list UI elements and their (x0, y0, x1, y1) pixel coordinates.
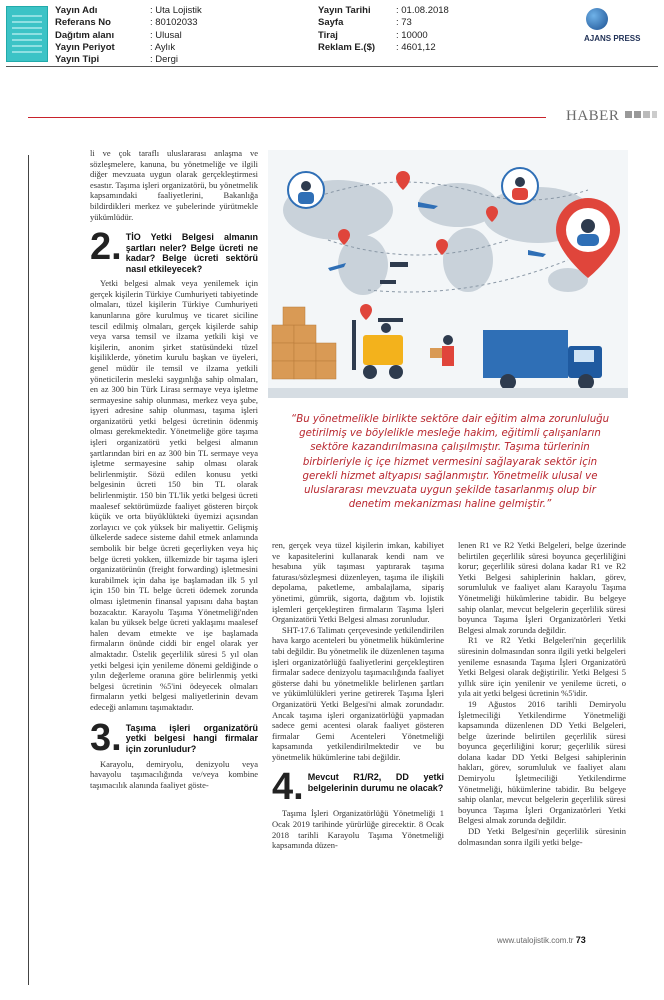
clipping-header (0, 0, 664, 70)
body-paragraph: lenen R1 ve R2 Yetki Belgeleri, belge üzerinde belirtilen geçerlilik süresi boyunca geçerliliğini korur; geçerlilik süresi dolana kadar R1 ve R2 Yetki Belgesi sahiplerinin hakları, görev, sorumluluk ve faaliyet alanı Karayolu Taşıma Yönetmeliği hükümlerine tabidir. Bu belgeye sahip olanlar, mevcut belgelerin geçerlilik süresi boyunca Taşıma İşleri Organizatörleri Yetki Belgesi almak zorunda değildir. (458, 540, 626, 635)
meta-row (318, 5, 449, 17)
meta-row (55, 42, 202, 54)
column-3 (458, 540, 626, 847)
section-title: TİO Yetki Belgesi almanın şartları neler? Belge ücreti ne kadar? Belge ücreti sektörü nasıl etkileyecek? (125, 232, 258, 274)
meta-row (55, 5, 202, 17)
meta-key: Yayın Tipi (55, 54, 100, 66)
pull-quote: “Bu yönetmelikle birlikte sektöre dair eğitim alma zorunluluğu getirilmiş ve böylelikle mesleğe hakim, eğitimli çalışanların sektöre kazandırılmasına çalışılmıştır. Taşıma türlerinin birbirleriyle iç içe hizmet vermesini sağlayarak sektör için gerekli hizmet altyapısı sağlanmıştır. Yönetmelik ulusal ve uluslararası mevzuata uygun şekilde tasarlanmış olup bir denetim mekanizması haline gelmiştir.” (290, 414, 610, 511)
meta-row (55, 17, 202, 29)
meta-key: Yayın Adı (55, 5, 98, 16)
body-paragraph: Taşıma İşleri Organizatörlüğü Yönetmeliği 1 Ocak 2019 tarihinde yürürlüğe girecektir. 8 Ocak 2018 tarihli Karayolu Taşıma Yönetmeliği kapsamında düzen- (272, 808, 444, 851)
meta-key: Sayfa (318, 17, 344, 29)
logistics-illustration (268, 150, 628, 398)
section-number: 2. (90, 226, 122, 269)
section-title: Mevcut R1/R2, DD yetki belgelerinin durumu ne olacak? (307, 772, 444, 793)
section-number: 4. (272, 766, 304, 809)
body-paragraph: li ve çok taraflı uluslararası anlaşma ve sözleşmelere, kanuna, bu yönetmeliğe ve ilgili diğer mevzuata uygun olarak gerçekleştirmesi esastır. Taşıma işleri organizatörü, bu yönetmelik kapsamındaki faaliyetlerini, Bakanlığa bildirdikleri merkez ve şubelerinde yürütmekle yükümlüdür. (90, 148, 258, 222)
body-paragraph: 19 Ağustos 2016 tarihli Demiryolu İşletmeciliği Yetkilendirme Yönetmeliği kapsamında düzenlenen DD Yetki Belgeleri, belge üzerinde belirtilen geçerlilik süresi boyunca geçerliliğini korur; geçerlilik süresi dolana kadar DD Yetki Belgesi sahiplerinin hakları, görev, sorumluluk ve faaliyet alanı Demiryolu İşletmeciliği Yetkilendirme Yönetmeliği, hükümlerine tabidir. Bu belgeye sahip olanlar, mevcut belgelerin geçerlilik süresi boyunca Taşıma İşleri Organizatörleri Yetki Belgesi almak zorunda değildir. (458, 698, 626, 826)
meta-key: Referans No (55, 17, 111, 29)
section-heading (90, 716, 258, 759)
square-icon (625, 111, 632, 118)
meta-value: : Ulusal (150, 29, 182, 41)
site-url[interactable]: www.utalojistik.com.tr (497, 936, 574, 945)
body-paragraph: ren, gerçek veya tüzel kişilerin imkan, kabiliyet ve kapasitelerini kullanarak kendi nam ve hesabına yük taşıması yaptırarak taşıma faturası/sözleşmesi düzenleyen, taşıma ile ilişkili depolama, paketleme, ambalajlama, sipariş yönetimi, gümrük, sigorta, dağıtım vb. lojistik işlemleri gerçekleştiren firmaların Taşıma İşleri Organizatörü Yetki Belgesi alması zorunludur. (272, 540, 444, 625)
meta-left (55, 5, 202, 66)
meta-key: Dağıtım alanı (55, 29, 115, 41)
logo-text: AJANS PRESS (584, 34, 641, 43)
meta-right (318, 5, 449, 54)
meta-row (318, 42, 449, 54)
section-heading (90, 226, 258, 274)
meta-key: Yayın Tarihi (318, 5, 371, 16)
column-1 (90, 148, 258, 790)
margin-rule (28, 155, 29, 985)
square-icon (634, 111, 641, 118)
meta-value: : 10000 (396, 29, 428, 41)
meta-value: : 80102033 (150, 17, 198, 29)
section-label: HABER (566, 108, 620, 124)
header-divider (6, 66, 658, 67)
meta-row (55, 54, 202, 66)
body-paragraph: Karayolu, demiryolu, denizyolu veya havayolu taşımacılığında ve/veya kombine taşımacılık alanında faaliyet göste- (90, 758, 258, 790)
meta-row (318, 17, 449, 29)
meta-row (318, 30, 449, 42)
page-footer (497, 935, 586, 945)
meta-value: : 01.08.2018 (396, 5, 449, 16)
meta-value: : Aylık (150, 41, 176, 53)
section-rule (28, 117, 546, 118)
section-number: 3. (90, 716, 122, 759)
meta-value: : Dergi (150, 54, 178, 66)
body-paragraph: SHT-17.6 Talimatı çerçevesinde yetkilendirilen hava kargo acenteleri bu yönetmelik hükümlerine tabi değildir. Bu yönetmelik ile düzenlenen taşıma işleri organizatörlüğü faaliyetlerini gerçekleştiren firmalar sadece denizyolu taşımacılığında faaliyet gösterse dahi bu yönetmelikle belirlenen şartları ve yükümlülükleri yerine getirerek Taşıma İşleri Organizatörü Yetki Belgesi'ni almak zorundadır. Ancak taşıma işleri organizatörlüğü yapmadan sadece gemi acentesi olarak faaliyet gösteren firmalar Gemi Acenteleri Yönetmeliği kapsamında yetkilendirilmektedir ve bu yönetmelik hükümlerine tabi değildir. (272, 624, 444, 762)
meta-key: Reklam E.($) (318, 41, 376, 53)
meta-key: Tiraj (318, 29, 338, 41)
logistics-illustration-svg (268, 150, 628, 398)
globe-icon (586, 8, 608, 30)
page-thumbnail[interactable] (6, 6, 48, 62)
body-paragraph: DD Yetki Belgesi'nin geçerlilik süresinin dolmasından sonra ilgili yetki belge- (458, 826, 626, 847)
meta-row (55, 30, 202, 42)
body-paragraph: R1 ve R2 Yetki Belgeleri'nin geçerlilik süresinin dolmasından sonra ilgili yetki belgeleri yenileme esnasında Taşıma İşleri Organizatörü Yetki Belgesi olarak değiştirilir. Yetki Belgesi 5 yıllık süre için yenilenir ve yenileme ücreti, o yıla ait yetki belgesi ücretinin %5'idir. (458, 635, 626, 699)
square-icon (652, 111, 657, 118)
body-paragraph: Yetki belgesi almak veya yenilemek için gerçek kişilerin Türkiye Cumhuriyeti tabiyetinde olmaları, tüzel kişilerin Türkiye Cumhuriyeti kanunlarına göre kurulmuş ve ticaret siciline tescil edilmiş olmaları, gerçek kişilerde sahip veya varsa temsil ve ilzama yetkili kişi ve kişilerin, anonim şirket statüsündeki tüzel kişiliklerde, yönetim kurulu başkan ve üyeleri, genel müdür ile temsil ve ilzama yetkili yöneticilerin mesleki saygınlığa sahip olmaları, en az 300 bin Türk Lirası sermaye veya işletme sermayesine sahip olunması, merkez veya şube, işyeri adresine sahip olunması, taşıma işleri organizatörü yetki belgesi ücretinin ödenmiş olması gerekmektedir. Yönetmeliğe göre taşıma işleri organizatörü yetki belgesi almanın şartlarından biri en az 300 bin TL sermaye veya işletme sermayesine sahip olması olarak belirlenmiştir. Sözü edilen konusu yetki belgesinin ücreti 150 bin TL olarak belirlenmiştir. 150 bin TL'lik yetki belgesi ücreti maalesef sektörümüzde faaliyet gösteren birçok küçük ve orta büyüklükteki üyemizi açısından zorlayıcı ve çok yüksek bir maliyettir. Gelişmiş ülkelerde sadece sisteme dahil etmek anlamında sembolik bir belge ücreti geçerliyken veya hiç belge ücreti yokken, ülkemizde bir taşıma işleri organizatörünün (freight forwarding) işletmesini kurabilmek için daha işe başlamadan ilk 5 yıl için 150 bin TL belge ücreti ödemek zorunda olması işletmenin finansal yapısını daha baştan bozacaktır. Karayolu Taşıma Yönetmeliği'nden kalan bu yüksek belge ücreti yaklaşımı maalesef halen devam etmekte ve işe başlamada firmaların önünde ciddi bir engel olarak yer almaktadır. Üstelik geçerlilik süresi 5 yıl olan yetki belgesi için yenileme dönemi geldiğinde o yılın değerleme oranına göre belirlenmiş yetki belgesi ücretinin %5'ini ödeyecek olmaları firmaların yetki belgesi maliyetlerinin devam edeceği anlamını taşımaktadır. (90, 278, 258, 712)
meta-key: Yayın Periyot (55, 41, 115, 53)
column-2 (272, 540, 444, 851)
meta-value: : Uta Lojistik (150, 5, 202, 16)
square-icon (643, 111, 650, 118)
section-title: Taşıma işleri organizatörü yetki belgesi hangi firmalar için zorunludur? (125, 722, 258, 754)
page-number: 73 (575, 935, 586, 945)
meta-value: : 73 (396, 17, 412, 29)
ajans-press-logo (584, 8, 656, 43)
meta-value: : 4601,12 (396, 41, 436, 53)
section-heading (272, 766, 444, 809)
